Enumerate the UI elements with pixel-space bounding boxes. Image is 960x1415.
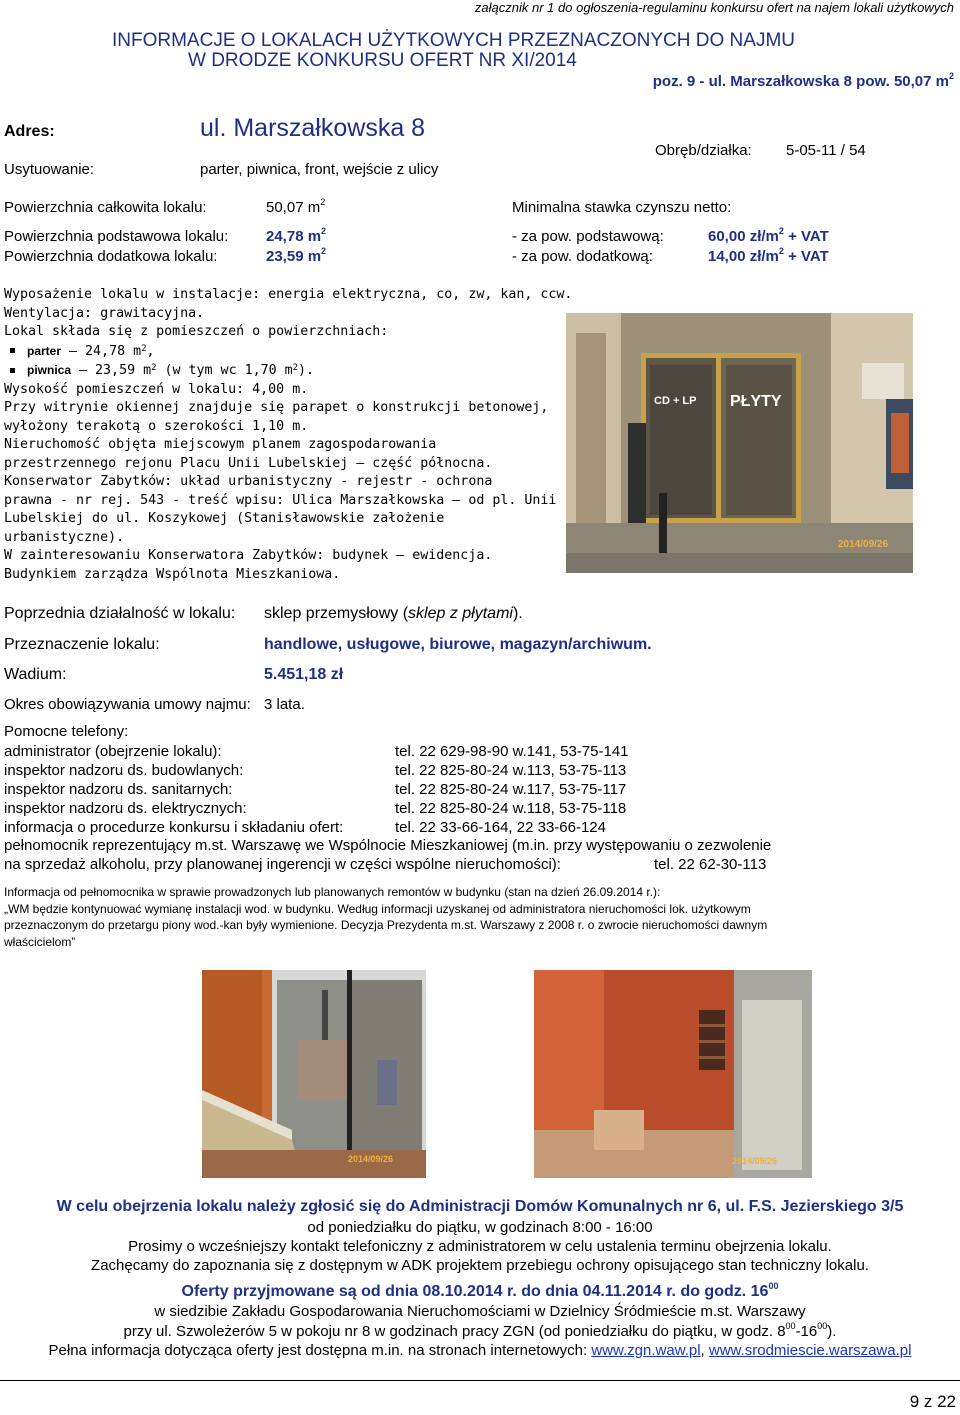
phone-row-value: tel. 22 825-80-24 w.113, 53-75-113 (395, 762, 627, 779)
page-title-line1: INFORMACJE O LOKALACH UŻYTKOWYCH PRZEZNACZONYCH DO NAJMU (112, 30, 795, 51)
proxy-line1: pełnomocnik reprezentujący m.st. Warszawę we Wspólnocie Mieszkaniowej (m.in. przy występowaniu o zezwolenie (4, 837, 772, 854)
plot-value: 5-05-11 / 54 (786, 142, 866, 159)
interior-photo-2-drawing (534, 970, 812, 1178)
description-line: Lokal składa się z pomieszczeń o powierzchniach: (4, 324, 389, 339)
srodmiescie-link[interactable]: www.srodmiescie.warszawa.pl (708, 1342, 912, 1359)
description-line: prawna - nr rej. 543 - treść wpisu: Ulica Marszałkowska – od pl. Unii (4, 492, 557, 508)
total-area-label: Powierzchnia całkowita lokalu: (4, 199, 207, 216)
description-line: Wysokość pomieszczeń w lokalu: 4,00 m. (4, 381, 309, 397)
basic-area-value: 24,78 $m^2$ (266, 226, 327, 245)
proxy-line2: na sprzedaż alkoholu, przy planowanej ingerencji w części wspólne nieruchomości): (4, 856, 561, 873)
description-line: Przy witrynie okiennej znajduje się parapet o konstrukcji betonowej, (4, 400, 549, 415)
prev-activity-label: Poprzednia działalność w lokalu: (4, 605, 236, 622)
bullet-icon (10, 348, 15, 353)
renovation-note (4, 884, 767, 950)
extra-area-value: 23,59 $m^2$ (266, 246, 327, 265)
deposit-value: 5.451,18 zł (264, 666, 344, 683)
phone-row-label: inspektor nadzoru ds. elektrycznych: (4, 800, 247, 817)
phone-row-value: tel. 22 825-80-24 w.117, 53-75-117 (395, 781, 627, 798)
purpose-label: Przeznaczenie lokalu: (4, 636, 160, 653)
interior-photo-1-drawing (202, 970, 426, 1178)
prev-activity-value: sklep przemysłowy (sklep z płytami). (264, 605, 523, 622)
rent-basic-label: - za pow. podstawową: (512, 228, 664, 245)
interior-photo-2 (534, 970, 812, 1178)
description-line: Nieruchomość objęta miejscowym planem zagospodarowania (4, 437, 437, 452)
proxy-phone: tel. 22 62-30-113 (654, 856, 767, 873)
offers-place: w siedzibie Zakładu Gospodarowania Nieruchomościami w Dzielnicy Śródmieście m.st. Warszawy (154, 1303, 806, 1320)
contact-note: Prosimy o wcześniejszy kontakt telefoniczny z administratorem w celu ustalenia terminu obejrzenia lokalu. (128, 1238, 832, 1255)
description-block (4, 286, 572, 584)
location-value: parter, piwnica, front, wejście z ulicy (200, 161, 439, 178)
location-label: Usytuowanie: (4, 161, 95, 178)
note-line: właścicielom” (4, 934, 76, 949)
rent-label: Minimalna stawka czynszu netto: (512, 199, 732, 216)
description-line: urbanistyczne). (4, 529, 125, 545)
bullet-item: piwnica – 23,59 $m^2$ (w tym wc 1,70 $m^2$). (4, 361, 572, 381)
zgn-link[interactable]: www.zgn.waw.pl (591, 1342, 701, 1359)
facade-sign-plyty: PŁYTY (730, 393, 782, 410)
facade-photo-drawing (566, 313, 913, 573)
page-number: 9 z 22 (909, 1392, 956, 1411)
purpose-value: handlowe, usługowe, biurowe, magazyn/archiwum. (264, 636, 652, 653)
plot-label: Obręb/działka: (655, 142, 752, 159)
note-line: przeznaczonym do przetargu piony wod.-kan były wymienione. Decyzja Prezydenta m.st. Warszawy z 2008 r. o zwrocie nieruchomości dawnym (4, 918, 768, 932)
description-line: Budynkiem zarządza Wspólnota Mieszkaniowa. (4, 566, 341, 582)
phones-values (395, 742, 629, 837)
visit-hours: od poniedziałku do piątku, w godzinach 8:00 - 16:00 (307, 1219, 653, 1236)
deposit-label: Wadium: (4, 666, 67, 683)
lease-term-label: Okres obowiązywania umowy najmu: (4, 696, 251, 713)
address-label: Adres: (4, 123, 55, 140)
phone-row-label: administrator (obejrzenie lokalu): (4, 743, 222, 760)
offers-room: przy ul. Szwoleżerów 5 w pokoju nr 8 w godzinach pracy ZGN (od poniedziałku do piątku, w godz. $8^{00}-16^{00}$). (123, 1321, 837, 1340)
web-info: Pełna informacja dotycząca oferty jest dostępna m.in. na stronach internetowych: www.zgn.waw.pl, www.srodmiescie.warszawa.pl (48, 1342, 912, 1359)
phone-row-label: informacja o procedurze konkursu i składaniu ofert: (4, 819, 344, 836)
interior-photo-1 (202, 970, 426, 1178)
facade-photo (566, 313, 913, 573)
visit-info: W celu obejrzenia lokalu należy zgłosić się do Administracji Domów Komunalnych nr 6, ul. F.S. Jezierskiego 3/5 (56, 1198, 904, 1215)
description-line: W zainteresowaniu Konserwatora Zabytków: budynek – ewidencja. (4, 548, 493, 563)
interior-photo-1-date: 2014/09/26 (348, 1154, 394, 1164)
phone-row-label: inspektor nadzoru ds. budowlanych: (4, 762, 244, 779)
description-line: przestrzennego rejonu Placu Unii Lubelskiej – część północna. (4, 455, 493, 471)
total-area-value: 50,07 $m^2$ (266, 197, 326, 216)
phone-row-label: inspektor nadzoru ds. sanitarnych: (4, 781, 233, 798)
note-line: Informacja od pełnomocnika w sprawie prowadzonych lub planowanych remontów w budynku (stan na dzień 26.09.2014 r.): (4, 885, 661, 899)
description-line: Konserwator Zabytków: układ urbanistyczny - rejestr - ochrona (4, 474, 493, 489)
docs-note: Zachęcamy do zapoznania się z dostępnym w ADK projektem przebiegu ochrony opisującego stan techniczny lokalu. (91, 1257, 869, 1274)
facade-photo-date: 2014/09/26 (838, 539, 889, 550)
description-line: Lubelskiej do ul. Koszykowej (Stanisławowskie założenie (4, 511, 445, 526)
description-line: wyłożony terakotą o szerokości 1,10 m. (4, 418, 309, 434)
attachment-note: załącznik nr 1 do ogłoszenia-regulaminu konkursu ofert na najem lokali użytkowych (474, 0, 954, 15)
rent-extra-label: - za pow. dodatkową: (512, 248, 653, 265)
offers-deadline: Oferty przyjmowane są od dnia 08.10.2014 r. do dnia 04.11.2014 r. do godz. $16^{00}$ (181, 1281, 779, 1300)
description-line: Wyposażenie lokalu w instalacje: energia elektryczna, co, zw, kan, ccw. (4, 287, 573, 302)
position-reference: poz. 9 - ul. Marszałkowska 8 pow. 50,07 $m^2$ (652, 71, 954, 90)
footer-divider (0, 1380, 960, 1381)
address-value: ul. Marszałkowska 8 (200, 114, 426, 142)
basic-area-label: Powierzchnia podstawowa lokalu: (4, 228, 229, 245)
rent-extra-value: 14,00 $zł/m^2$ + VAT (708, 246, 829, 265)
note-line: „WM będzie kontynuować wymianę instalacji wod. w budynku. Według informacji uzyskanej od administratora nieruchomości lok. użytkowym (4, 901, 751, 916)
bullet-icon (10, 368, 15, 373)
lease-term-value: 3 lata. (264, 696, 305, 713)
extra-area-label: Powierzchnia dodatkowa lokalu: (4, 248, 218, 265)
description-line: Wentylacja: grawitacyjna. (4, 305, 205, 321)
rent-basic-value: 60,00 $zł/m^2$ + VAT (708, 226, 829, 245)
facade-sign-cd: CD + LP (654, 395, 697, 407)
phone-row-value: tel. 22 629-98-90 w.141, 53-75-141 (395, 743, 629, 760)
bullet-item: parter – 24,78 $m^2$, (4, 342, 572, 362)
page-title-line2: W DRODZE KONKURSU OFERT NR XI/2014 (188, 50, 577, 71)
phones-heading: Pomocne telefony: (4, 723, 129, 740)
phone-row-value: tel. 22 825-80-24 w.118, 53-75-118 (395, 800, 627, 817)
interior-photo-2-date: 2014/09/26 (732, 1156, 778, 1166)
phones-labels (4, 742, 343, 837)
phone-row-value: tel. 22 33-66-164, 22 33-66-124 (395, 819, 606, 836)
